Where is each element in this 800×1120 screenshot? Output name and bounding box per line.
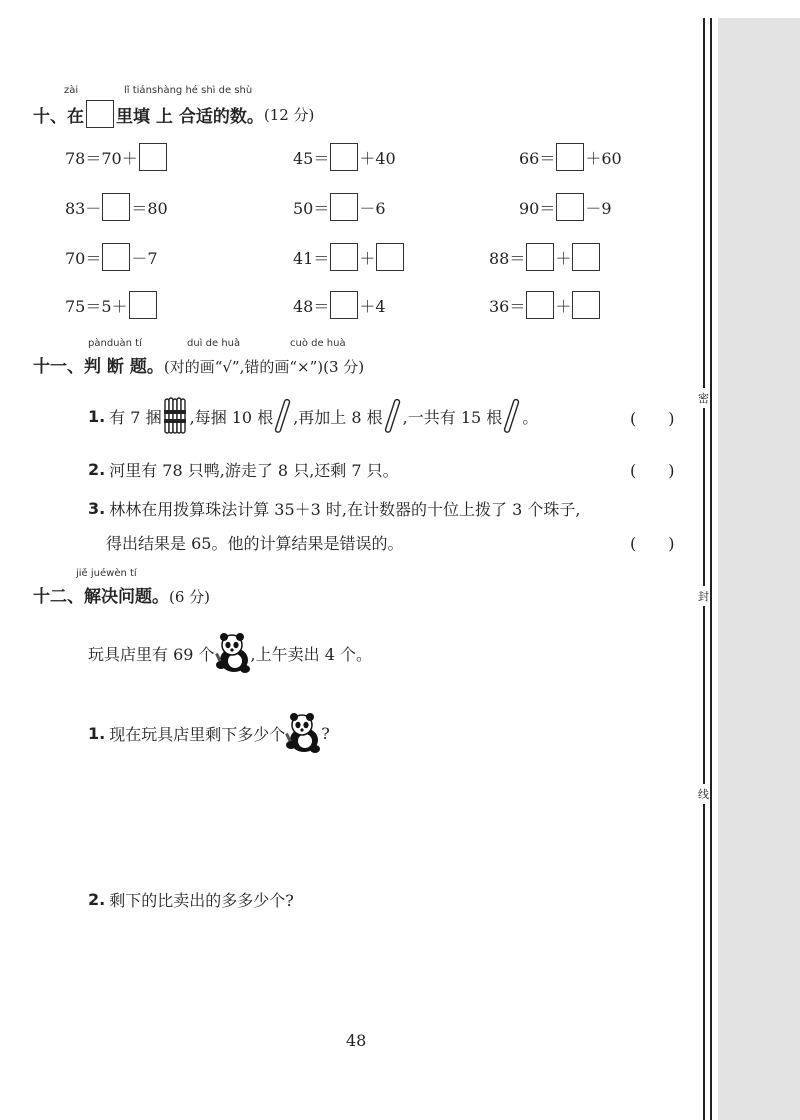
question-11-3-text: 得出结果是 65。他的计算结果是错误的。 <box>106 534 404 553</box>
equation-2-right: ＋40 <box>359 148 396 168</box>
pinyin-panduanti: pànduàn tí <box>88 338 142 349</box>
equation-10 <box>64 290 157 320</box>
section-11-number: 十一、 <box>33 357 84 377</box>
equation-3 <box>518 142 623 172</box>
binding-margin <box>718 18 800 1120</box>
problem-intro <box>88 632 372 674</box>
question-12-1-text: 现在玩具店里剩下多少个 <box>109 724 286 744</box>
question-11-3-line-2 <box>106 531 403 554</box>
pinyin-cuodehua: cuò de huà <box>290 338 346 349</box>
page-number: 48 <box>346 1031 367 1050</box>
equation-9 <box>488 242 600 272</box>
equation-7-right: －7 <box>131 248 158 268</box>
equation-12 <box>488 290 600 320</box>
section-11-note: (对的画“√”,错的画“×”)(3 分) <box>163 358 365 376</box>
answer-paren-2[interactable]: ( ) <box>630 461 675 480</box>
equation-4-right: ＝80 <box>131 198 168 218</box>
question-12-1-end: ? <box>321 723 330 743</box>
section-10-text-1: 在 <box>67 106 84 127</box>
section-12-title: 解决问题。 <box>84 587 169 607</box>
question-11-1-part-a: 有 7 捆 <box>109 407 162 427</box>
problem-intro-part-a: 玩具店里有 69 个 <box>88 644 215 664</box>
equation-5-left: 50＝ <box>293 198 330 218</box>
answer-box[interactable] <box>556 193 584 221</box>
answer-box[interactable] <box>330 143 358 171</box>
answer-box[interactable] <box>139 143 167 171</box>
equation-4 <box>64 192 169 222</box>
question-11-1-part-c: ,再加上 8 根 <box>293 407 383 427</box>
equation-7 <box>64 242 159 272</box>
question-number: 1. <box>88 406 106 426</box>
section-11-title: 判 断 题。 <box>84 357 164 377</box>
equation-11-right: ＋4 <box>359 296 386 316</box>
question-11-1-part-b: ,每捆 10 根 <box>189 407 274 427</box>
question-12-1 <box>88 712 330 754</box>
equation-2-left: 45＝ <box>293 148 330 168</box>
equation-9-plus: ＋ <box>555 248 572 268</box>
equation-10-left: 75＝5＋ <box>65 296 128 316</box>
equation-12-left: 36＝ <box>489 296 526 316</box>
section-10-number: 十、 <box>33 106 67 127</box>
equation-6 <box>518 192 613 222</box>
seal-line-inner <box>710 18 712 1120</box>
question-number: 3. <box>88 499 106 518</box>
equation-2 <box>292 142 397 172</box>
stick-icon <box>502 396 522 436</box>
pinyin-jiejuewenti: jiě juéwèn tí <box>76 568 137 579</box>
question-11-1-end: 。 <box>522 407 539 427</box>
question-11-3 <box>88 497 580 520</box>
question-11-2 <box>88 458 399 481</box>
answer-box[interactable] <box>572 243 600 271</box>
equation-3-right: ＋60 <box>585 148 622 168</box>
equation-11-left: 48＝ <box>293 296 330 316</box>
question-11-2-text: 河里有 78 只鸭,游走了 8 只,还剩 7 只。 <box>109 461 399 480</box>
equation-5 <box>292 192 387 222</box>
answer-box[interactable] <box>102 243 130 271</box>
seal-label-feng: 封 <box>698 586 709 606</box>
section-12-score: (6 分) <box>169 588 211 606</box>
equation-9-left: 88＝ <box>489 248 526 268</box>
pinyin-duidehua: duì de huà <box>187 338 241 349</box>
equation-6-left: 90＝ <box>519 198 556 218</box>
equation-8-left: 41＝ <box>293 248 330 268</box>
seal-label-mi: 密 <box>698 388 709 408</box>
question-11-1-part-d: ,一共有 15 根 <box>402 407 503 427</box>
problem-intro-part-b: ,上午卖出 4 个。 <box>250 644 372 664</box>
panda-icon <box>215 632 251 674</box>
question-number: 2. <box>88 890 106 909</box>
equation-1-left: 78＝70＋ <box>65 148 138 168</box>
answer-box[interactable] <box>330 193 358 221</box>
answer-box[interactable] <box>330 291 358 319</box>
section-10-heading <box>33 100 314 128</box>
question-12-2 <box>88 888 294 911</box>
equation-3-left: 66＝ <box>519 148 556 168</box>
equation-11 <box>292 290 387 320</box>
question-11-3-line-1: 林林在用拨算珠法计算 35＋3 时,在计数器的十位上拨了 3 个珠子, <box>109 500 581 519</box>
equation-8-plus: ＋ <box>359 248 376 268</box>
answer-box[interactable] <box>556 143 584 171</box>
answer-paren-3[interactable]: ( ) <box>630 534 675 553</box>
section-10-score: (12 分) <box>263 105 315 124</box>
equation-7-left: 70＝ <box>65 248 102 268</box>
equation-4-left: 83－ <box>65 198 102 218</box>
answer-paren-1[interactable]: ( ) <box>630 409 675 428</box>
stick-icon <box>383 396 403 436</box>
panda-icon <box>285 712 321 754</box>
section-12-heading <box>33 582 210 607</box>
seal-line-outer <box>703 18 705 1120</box>
answer-box[interactable] <box>330 243 358 271</box>
question-number: 1. <box>88 723 106 743</box>
answer-box-sample <box>86 100 114 128</box>
section-11-heading <box>33 352 364 377</box>
stick-icon <box>273 396 293 436</box>
equation-8 <box>292 242 404 272</box>
section-10-text-2: 里填 上 合适的数。 <box>116 106 264 127</box>
question-11-1 <box>88 396 538 436</box>
section-12-number: 十二、 <box>33 587 84 607</box>
answer-box[interactable] <box>572 291 600 319</box>
pinyin-zai: zài <box>64 85 79 96</box>
stick-bundle-icon <box>162 396 190 436</box>
equation-12-plus: ＋ <box>555 296 572 316</box>
answer-box[interactable] <box>526 243 554 271</box>
pinyin-sec10: lǐ tiánshàng hé shì de shù <box>124 85 253 96</box>
answer-box[interactable] <box>129 291 157 319</box>
seal-label-xian: 线 <box>698 784 709 804</box>
question-12-2-text: 剩下的比卖出的多多少个? <box>109 891 294 910</box>
answer-box[interactable] <box>376 243 404 271</box>
equation-1 <box>64 142 167 172</box>
equation-6-right: －9 <box>585 198 612 218</box>
answer-box[interactable] <box>526 291 554 319</box>
question-number: 2. <box>88 460 106 479</box>
answer-box[interactable] <box>102 193 130 221</box>
equation-5-right: －6 <box>359 198 386 218</box>
